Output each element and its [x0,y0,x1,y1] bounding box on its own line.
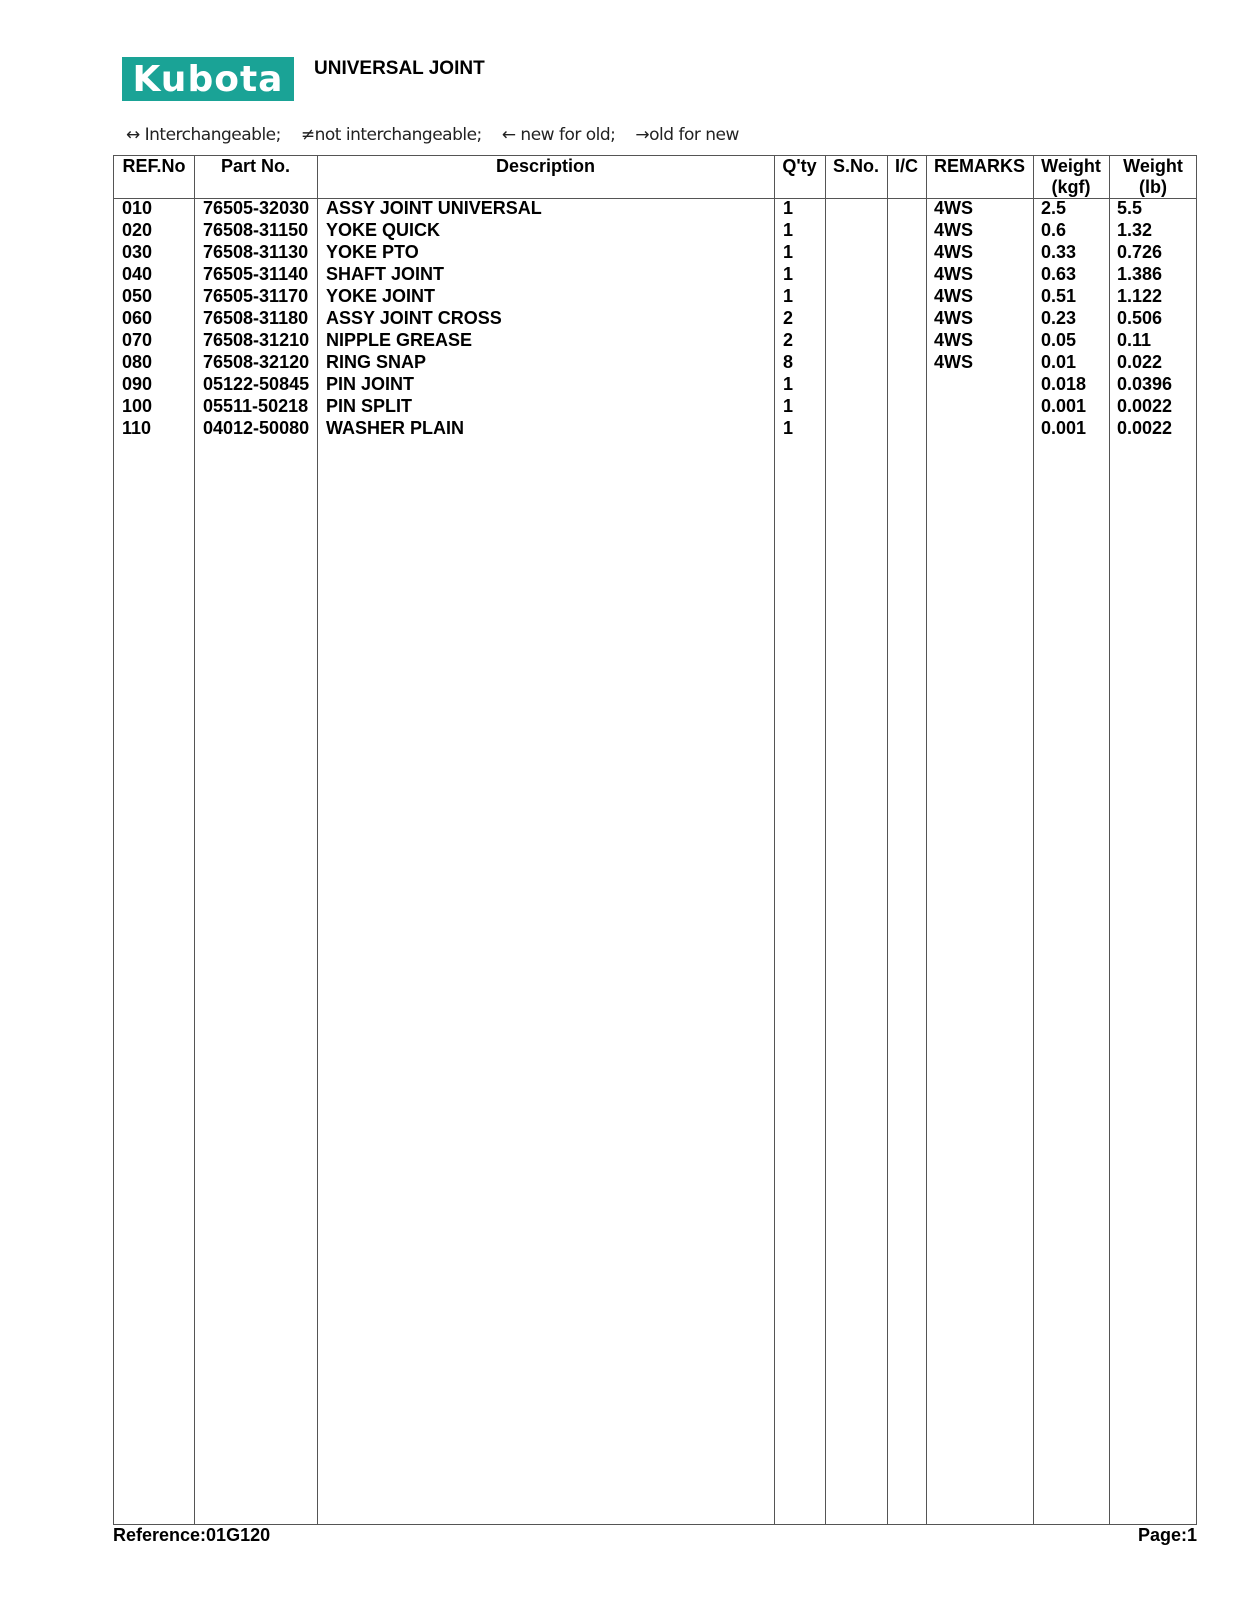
cell-part: 76508-31130 [203,242,309,262]
cell-qty: 1 [783,286,794,306]
column-divider [1033,156,1034,1524]
cell-ref: 090 [122,374,153,394]
column-divider [774,156,775,1524]
header-weight-lb-line1: Weight [1123,156,1183,176]
cell-qty: 1 [783,374,794,394]
cell-ref: 050 [122,286,153,306]
cell-part: 76508-31210 [203,330,310,350]
cell-desc: YOKE QUICK [326,220,441,240]
cell-ref: 060 [122,308,153,328]
header-weight-kgf [1033,156,1109,198]
column-divider [1109,156,1110,1524]
column-divider [194,156,195,1524]
cell-desc: YOKE PTO [326,242,419,262]
cell-desc: RING SNAP [326,352,427,372]
kubota-logo: Kubota [122,57,294,101]
cell-remarks: 4WS [934,220,974,240]
cell-wkg: 0.6 [1041,220,1067,240]
header-description: Description [495,156,596,176]
legend-interchangeable: ↔ Interchangeable; [126,125,281,145]
cell-desc: YOKE JOINT [326,286,436,306]
cell-remarks: 4WS [934,330,974,350]
cell-wlb: 0.0022 [1117,418,1173,438]
cell-qty: 2 [783,330,794,350]
cell-qty: 1 [783,396,794,416]
cell-wkg: 0.51 [1041,286,1077,306]
cell-wkg: 0.23 [1041,308,1077,328]
cell-part: 76505-31140 [203,264,309,284]
cell-wkg: 0.018 [1041,374,1087,394]
cell-ref: 100 [122,396,153,416]
column-divider [887,156,888,1524]
cell-wlb: 0.022 [1117,352,1163,372]
cell-wkg: 0.33 [1041,242,1077,262]
cell-remarks: 4WS [934,198,974,218]
cell-desc: WASHER PLAIN [326,418,465,438]
cell-part: 05122-50845 [203,374,310,394]
cell-remarks: 4WS [934,286,974,306]
cell-wkg: 0.05 [1041,330,1077,350]
cell-qty: 1 [783,242,794,262]
page-title: UNIVERSAL JOINT [314,58,485,79]
cell-remarks: 4WS [934,264,974,284]
cell-qty: 1 [783,418,794,438]
legend-not-interchangeable: ≠not interchangeable; [300,125,482,145]
cell-ref: 080 [122,352,153,372]
cell-ref: 020 [122,220,153,240]
cell-desc: SHAFT JOINT [326,264,445,284]
cell-part: 76508-32120 [203,352,310,372]
column-divider [926,156,927,1524]
header-weight-kgf-line2: (kgf) [1051,177,1091,197]
cell-ref: 110 [122,418,152,438]
cell-wlb: 0.506 [1117,308,1163,328]
cell-qty: 1 [783,264,794,284]
cell-remarks: 4WS [934,352,974,372]
page-number: Page:1 [1137,1525,1197,1545]
cell-wlb: 5.5 [1117,198,1143,218]
cell-qty: 1 [783,198,794,218]
header-weight-lb [1109,156,1197,198]
cell-wlb: 1.32 [1117,220,1153,240]
legend-old-for-new: →old for new [635,125,739,145]
cell-part: 05511-50218 [203,396,309,416]
header-part: Part No. [220,156,290,176]
cell-wkg: 0.001 [1041,396,1087,416]
cell-desc: ASSY JOINT UNIVERSAL [326,198,542,218]
cell-ref: 030 [122,242,153,262]
cell-wkg: 0.01 [1041,352,1077,372]
cell-desc: PIN JOINT [326,374,415,394]
cell-remarks: 4WS [934,242,974,262]
header-sno: S.No. [832,156,879,176]
cell-qty: 1 [783,220,794,240]
cell-remarks: 4WS [934,308,974,328]
cell-wlb: 0.0396 [1117,374,1173,394]
cell-part: 76508-31180 [203,308,309,328]
cell-ref: 040 [122,264,153,284]
legend [126,125,739,145]
column-divider [317,156,318,1524]
cell-ref: 070 [122,330,153,350]
reference-label: Reference:01G120 [113,1525,271,1545]
cell-wlb: 1.386 [1117,264,1163,284]
cell-wkg: 0.001 [1041,418,1087,438]
cell-desc: NIPPLE GREASE [326,330,473,350]
column-divider [825,156,826,1524]
header-weight-kgf-line1: Weight [1041,156,1101,176]
parts-table [113,155,1197,1525]
cell-wlb: 0.726 [1117,242,1163,262]
header-remarks: REMARKS [933,156,1025,176]
header-ref: REF.No [122,156,186,176]
cell-wlb: 1.122 [1117,286,1163,306]
cell-desc: PIN SPLIT [326,396,413,416]
cell-part: 76505-31170 [203,286,309,306]
header-qty: Q'ty [782,156,817,176]
cell-part: 76508-31150 [203,220,309,240]
cell-wkg: 2.5 [1041,198,1067,218]
cell-wlb: 0.0022 [1117,396,1173,416]
header-weight-lb-line2: (lb) [1139,177,1167,197]
cell-wlb: 0.11 [1117,330,1152,350]
cell-part: 76505-32030 [203,198,310,218]
cell-qty: 8 [783,352,794,372]
cell-qty: 2 [783,308,794,328]
cell-wkg: 0.63 [1041,264,1077,284]
legend-new-for-old: ← new for old; [501,125,616,145]
cell-part: 04012-50080 [203,418,310,438]
cell-desc: ASSY JOINT CROSS [326,308,502,328]
header-ic: I/C [894,156,918,176]
cell-ref: 010 [122,198,153,218]
